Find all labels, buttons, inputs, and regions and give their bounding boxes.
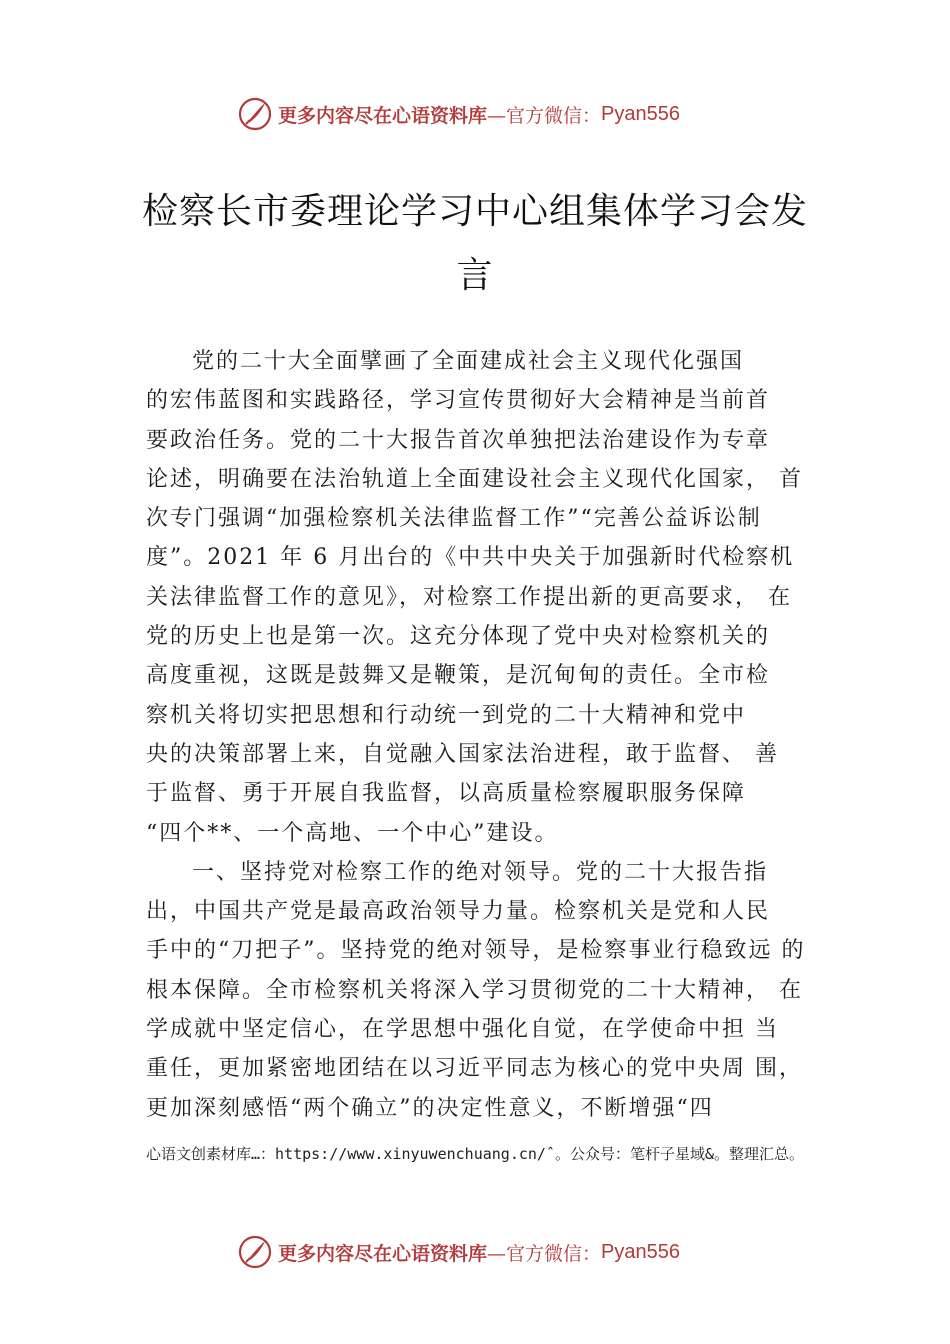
quill-logo-icon — [238, 1235, 272, 1269]
document-title — [120, 180, 830, 308]
banner-lead-text: 更多内容尽在心语资料库 — [278, 104, 488, 127]
document-body — [146, 342, 814, 1128]
title-line-2: 言 — [456, 255, 494, 296]
body-line: 度”。2021 年 6 月出台的《中共中央关于加强新时代检察机 — [146, 545, 795, 571]
body-line: 更加深刻感悟“两个确立”的决定性意义，不断增强“四 — [146, 1095, 714, 1121]
title-line-1: 检察长市委理论学习中心组集体学习会发 — [141, 191, 808, 232]
body-line: 的宏伟蓝图和实践路径，学习宣传贯彻好大会精神是当前首 — [146, 388, 771, 414]
body-line: 次专门强调“加强检察机关法律监督工作”“完善公益诉讼制 — [146, 506, 762, 532]
body-line: 手中的“刀把子”。坚持党的绝对领导，是检察事业行稳致远 的 — [146, 938, 806, 964]
body-line: 于监督、勇于开展自我监督，以高质量检察履职服务保障 — [146, 781, 747, 807]
banner-wechat-id: Pyan556 — [601, 1240, 680, 1263]
body-line: 要政治任务。党的二十大报告首次单独把法治建设作为专章 — [146, 427, 771, 453]
bottom-banner — [238, 1232, 738, 1272]
body-line: 关法律监督工作的意见》，对检察工作提出新的更高要求， 在 — [146, 584, 792, 610]
banner-wechat-label: —官方微信： — [487, 104, 602, 127]
quill-logo-icon — [238, 97, 272, 131]
body-line: “四个**、一个高地、一个中心”建设。 — [146, 820, 559, 846]
body-line: 党的二十大全面擘画了全面建成社会主义现代化强国 — [192, 349, 745, 374]
body-line: 党的历史上也是第一次。这充分体现了党中央对检察机关的 — [146, 624, 771, 650]
banner-wechat-label: —官方微信： — [487, 1242, 602, 1265]
body-line: 一、坚持党对检察工作的绝对领导。党的二十大报告指 — [192, 859, 769, 885]
banner-lead-text: 更多内容尽在心语资料库 — [278, 1242, 488, 1265]
body-line: 根本保障。全市检察机关将深入学习贯彻党的二十大精神， 在 — [146, 977, 803, 1003]
banner-wechat-id: Pyan556 — [601, 102, 680, 125]
footer-source-note: 心语文创素材库…：https://www.xinyuwenchuang.cn/ˆ。公众号：笔杆子星域&。整理汇总。 — [145, 1145, 805, 1163]
body-line: 高度重视，这既是鼓舞又是鞭策，是沉甸甸的责任。全市检 — [146, 663, 771, 689]
body-line: 论述，明确要在法治轨道上全面建设社会主义现代化国家， 首 — [146, 466, 803, 492]
body-line: 央的决策部署上来，自觉融入国家法治进程，敢于监督、 善 — [146, 741, 779, 767]
body-line: 重任，更加紧密地团结在以习近平同志为核心的党中央周 围， — [146, 1056, 803, 1082]
top-banner — [238, 94, 738, 134]
body-line: 出，中国共产党是最高政治领导力量。检察机关是党和人民 — [146, 899, 771, 925]
body-line: 察机关将切实把思想和行动统一到党的二十大精神和党中 — [146, 702, 747, 728]
body-line: 学成就中坚定信心，在学思想中强化自觉，在学使命中担 当 — [146, 1017, 779, 1043]
